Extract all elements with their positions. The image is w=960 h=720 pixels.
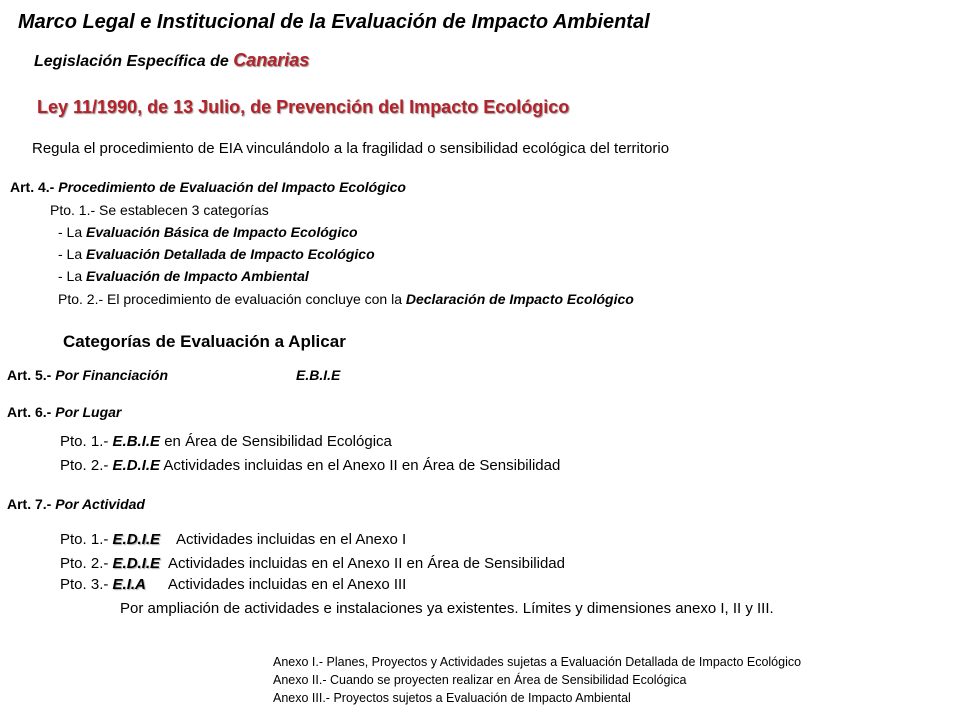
art4-item-3-prefix: - La xyxy=(58,268,87,284)
art4-item-2-name: Evaluación Detallada de Impacto Ecológico xyxy=(86,246,375,262)
art5-label: Art. 5.- xyxy=(7,367,56,383)
art7-pto2-text: Actividades incluidas en el Anexo II en Área de Sensibilidad xyxy=(168,555,565,572)
art6-pto1 xyxy=(60,433,392,450)
art6-pto1-prefix: Pto. 1.- xyxy=(60,433,113,450)
art6-label: Art. 6.- xyxy=(7,404,56,420)
art4-pto1: Pto. 1.- Se establecen 3 categorías xyxy=(50,202,269,218)
law-title: Ley 11/1990, de 13 Julio, de Prevención del Impacto Ecológico xyxy=(37,97,570,117)
art5-code: E.B.I.E xyxy=(296,367,341,383)
art7-note: Por ampliación de actividades e instalaciones ya existentes. Límites y dimensiones anexo I, II y III. xyxy=(120,600,774,617)
art4-pto2-text: Pto. 2.- El procedimiento de evaluación concluye con la xyxy=(58,291,406,307)
art4-pto2 xyxy=(58,291,634,307)
art7-heading xyxy=(7,496,145,512)
art6-pto2-text: Actividades incluidas en el Anexo II en Área de Sensibilidad xyxy=(160,457,561,474)
art6-pto2-prefix: Pto. 2.- xyxy=(60,457,113,474)
art7-label: Art. 7.- xyxy=(7,496,56,512)
art6-pto2-code: E.D.I.E xyxy=(112,457,161,474)
art7-pto3 xyxy=(60,576,406,593)
art7-pto1-code: E.D.I.E xyxy=(112,531,161,548)
art4-item-1 xyxy=(58,224,358,240)
annex-3: Anexo III.- Proyectos sujetos a Evaluación de Impacto Ambiental xyxy=(273,691,631,705)
art7-pto3-text: Actividades incluidas en el Anexo III xyxy=(167,576,407,593)
annex-1: Anexo I.- Planes, Proyectos y Actividades sujetas a Evaluación Detallada de Impacto Ecológico xyxy=(273,655,802,669)
intro-text: Regula el procedimiento de EIA vinculándolo a la fragilidad o sensibilidad ecológica del territorio xyxy=(32,140,670,157)
art7-pto2-code: E.D.I.E xyxy=(112,555,161,572)
art7-pto3-code: E.I.A xyxy=(112,576,146,593)
art6-pto1-code: E.B.I.E xyxy=(112,433,161,450)
art6-pto2 xyxy=(60,457,560,474)
art4-title: Procedimiento de Evaluación del Impacto Ecológico xyxy=(58,179,406,195)
annex-2: Anexo II.- Cuando se proyecten realizar en Área de Sensibilidad Ecológica xyxy=(273,673,687,687)
art7-pto1 xyxy=(60,531,406,548)
art7-pto3-prefix: Pto. 3.- xyxy=(60,576,113,593)
art4-item-1-prefix: - La xyxy=(58,224,87,240)
art6-heading xyxy=(7,404,121,420)
art5-heading xyxy=(7,367,168,383)
art7-title: Por Actividad xyxy=(55,496,145,512)
art4-pto2-bold: Declaración de Impacto Ecológico xyxy=(405,291,634,307)
art4-item-1-name: Evaluación Básica de Impacto Ecológico xyxy=(86,224,358,240)
art7-pto1-text: Actividades incluidas en el Anexo I xyxy=(176,531,407,548)
page-title: Marco Legal e Institucional de la Evaluación de Impacto Ambiental xyxy=(18,11,650,33)
art7-pto2-prefix: Pto. 2.- xyxy=(60,555,113,572)
subtitle-prefix: Legislación Específica de xyxy=(34,53,234,70)
art4-item-2 xyxy=(58,246,375,262)
section-title: Categorías de Evaluación a Aplicar xyxy=(63,332,346,351)
art4-item-3-name: Evaluación de Impacto Ambiental xyxy=(86,268,309,284)
art4-heading xyxy=(10,179,406,195)
art4-item-2-prefix: - La xyxy=(58,246,87,262)
art7-pto1-prefix: Pto. 1.- xyxy=(60,531,113,548)
subtitle xyxy=(34,50,309,71)
art6-title: Por Lugar xyxy=(55,404,122,420)
art7-pto2 xyxy=(60,555,565,572)
art4-label: Art. 4.- xyxy=(10,179,59,195)
art4-item-3 xyxy=(58,268,309,284)
art6-pto1-text: en Área de Sensibilidad Ecológica xyxy=(160,433,392,450)
subtitle-region: Canarias xyxy=(233,50,310,70)
art5-title: Por Financiación xyxy=(55,367,169,383)
